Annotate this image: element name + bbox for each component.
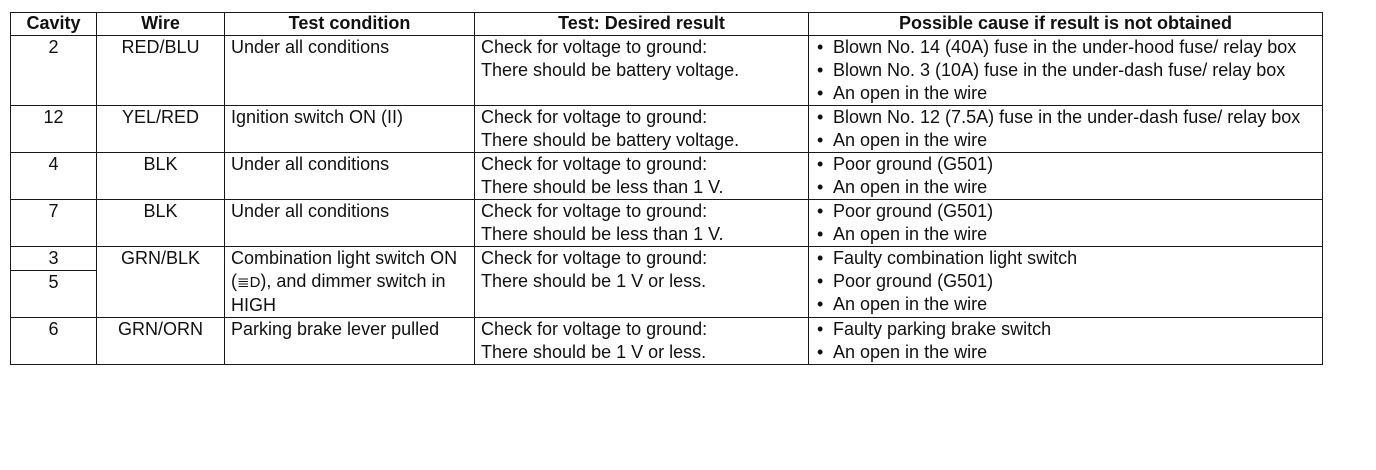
result-cell xyxy=(475,247,809,318)
wire-cell: GRN/ORN xyxy=(97,318,225,365)
cause-item: • Blown No. 3 (10A) fuse in the under-dash fuse/ relay box xyxy=(815,59,1316,82)
wire-cell: GRN/BLK xyxy=(97,247,225,318)
condition-cell: Under all conditions xyxy=(225,200,475,247)
cause-item: • An open in the wire xyxy=(815,129,1316,152)
result-line: Check for voltage to ground: xyxy=(481,37,708,57)
header-wire: Wire xyxy=(97,13,225,36)
result-cell xyxy=(475,36,809,106)
table-row xyxy=(11,36,1323,106)
table-row xyxy=(11,318,1323,365)
header-possible-cause: Possible cause if result is not obtained xyxy=(809,13,1323,36)
result-cell xyxy=(475,106,809,153)
header-test-condition: Test condition xyxy=(225,13,475,36)
cause-cell xyxy=(809,36,1323,106)
cause-list xyxy=(815,36,1316,105)
result-cell xyxy=(475,318,809,365)
cavity-number: 5 xyxy=(48,272,59,292)
condition-cell: Ignition switch ON (II) xyxy=(225,106,475,153)
result-line: There should be 1 V or less. xyxy=(481,271,707,291)
wire-cell: RED/BLU xyxy=(97,36,225,106)
cause-cell xyxy=(809,247,1323,318)
result-line: There should be less than 1 V. xyxy=(481,177,724,197)
cause-item: • An open in the wire xyxy=(815,176,1316,199)
result-cell xyxy=(475,200,809,247)
connector-test-table xyxy=(10,12,1323,365)
cause-cell xyxy=(809,200,1323,247)
result-line: There should be battery voltage. xyxy=(481,60,740,80)
condition-cell xyxy=(225,247,475,318)
result-line: Check for voltage to ground: xyxy=(481,107,708,127)
cause-item: • Poor ground (G501) xyxy=(815,200,1316,223)
cause-cell xyxy=(809,106,1323,153)
cause-item: • Poor ground (G501) xyxy=(815,270,1316,293)
cause-list xyxy=(815,153,1316,199)
cause-cell xyxy=(809,153,1323,200)
cavity-cell: 2 xyxy=(11,36,97,106)
result-line: There should be 1 V or less. xyxy=(481,342,707,362)
cavity-number: 3 xyxy=(11,247,96,271)
header-cavity: Cavity xyxy=(11,13,97,36)
wire-cell: BLK xyxy=(97,153,225,200)
cause-list xyxy=(815,247,1316,316)
cause-list xyxy=(815,200,1316,246)
table-row xyxy=(11,200,1323,247)
cause-item: • An open in the wire xyxy=(815,82,1316,105)
table-row xyxy=(11,153,1323,200)
result-line: There should be less than 1 V. xyxy=(481,224,724,244)
cause-item: • An open in the wire xyxy=(815,341,1316,364)
header-desired-result: Test: Desired result xyxy=(475,13,809,36)
cavity-cell: 7 xyxy=(11,200,97,247)
cause-item: • Blown No. 12 (7.5A) fuse in the under-dash fuse/ relay box xyxy=(815,106,1316,129)
result-cell xyxy=(475,153,809,200)
headlight-high-beam-icon: ≣D xyxy=(237,274,261,291)
result-line: Check for voltage to ground: xyxy=(481,154,708,174)
cause-item: • Faulty parking brake switch xyxy=(815,318,1316,341)
cause-item: • Blown No. 14 (40A) fuse in the under-hood fuse/ relay box xyxy=(815,36,1316,59)
result-line: There should be battery voltage. xyxy=(481,130,740,150)
result-line: Check for voltage to ground: xyxy=(481,201,708,221)
cause-item: • An open in the wire xyxy=(815,223,1316,246)
result-line: Check for voltage to ground: xyxy=(481,319,708,339)
wire-cell: YEL/RED xyxy=(97,106,225,153)
cavity-cell: 12 xyxy=(11,106,97,153)
table-row xyxy=(11,106,1323,153)
cavity-cell xyxy=(11,247,97,318)
cause-list xyxy=(815,106,1316,152)
cause-list xyxy=(815,318,1316,364)
cause-item: • An open in the wire xyxy=(815,293,1316,316)
result-line: Check for voltage to ground: xyxy=(481,248,708,268)
table-row xyxy=(11,247,1323,318)
cause-item: • Poor ground (G501) xyxy=(815,153,1316,176)
condition-cell: Parking brake lever pulled xyxy=(225,318,475,365)
condition-cell: Under all conditions xyxy=(225,153,475,200)
header-row xyxy=(11,13,1323,36)
condition-text: ), and dimmer switch in HIGH xyxy=(231,271,446,315)
condition-cell: Under all conditions xyxy=(225,36,475,106)
cause-item: • Faulty combination light switch xyxy=(815,247,1316,270)
cavity-cell: 6 xyxy=(11,318,97,365)
cause-cell xyxy=(809,318,1323,365)
cavity-cell: 4 xyxy=(11,153,97,200)
wire-cell: BLK xyxy=(97,200,225,247)
condition-text: Combination light switch ON ( xyxy=(231,248,458,291)
